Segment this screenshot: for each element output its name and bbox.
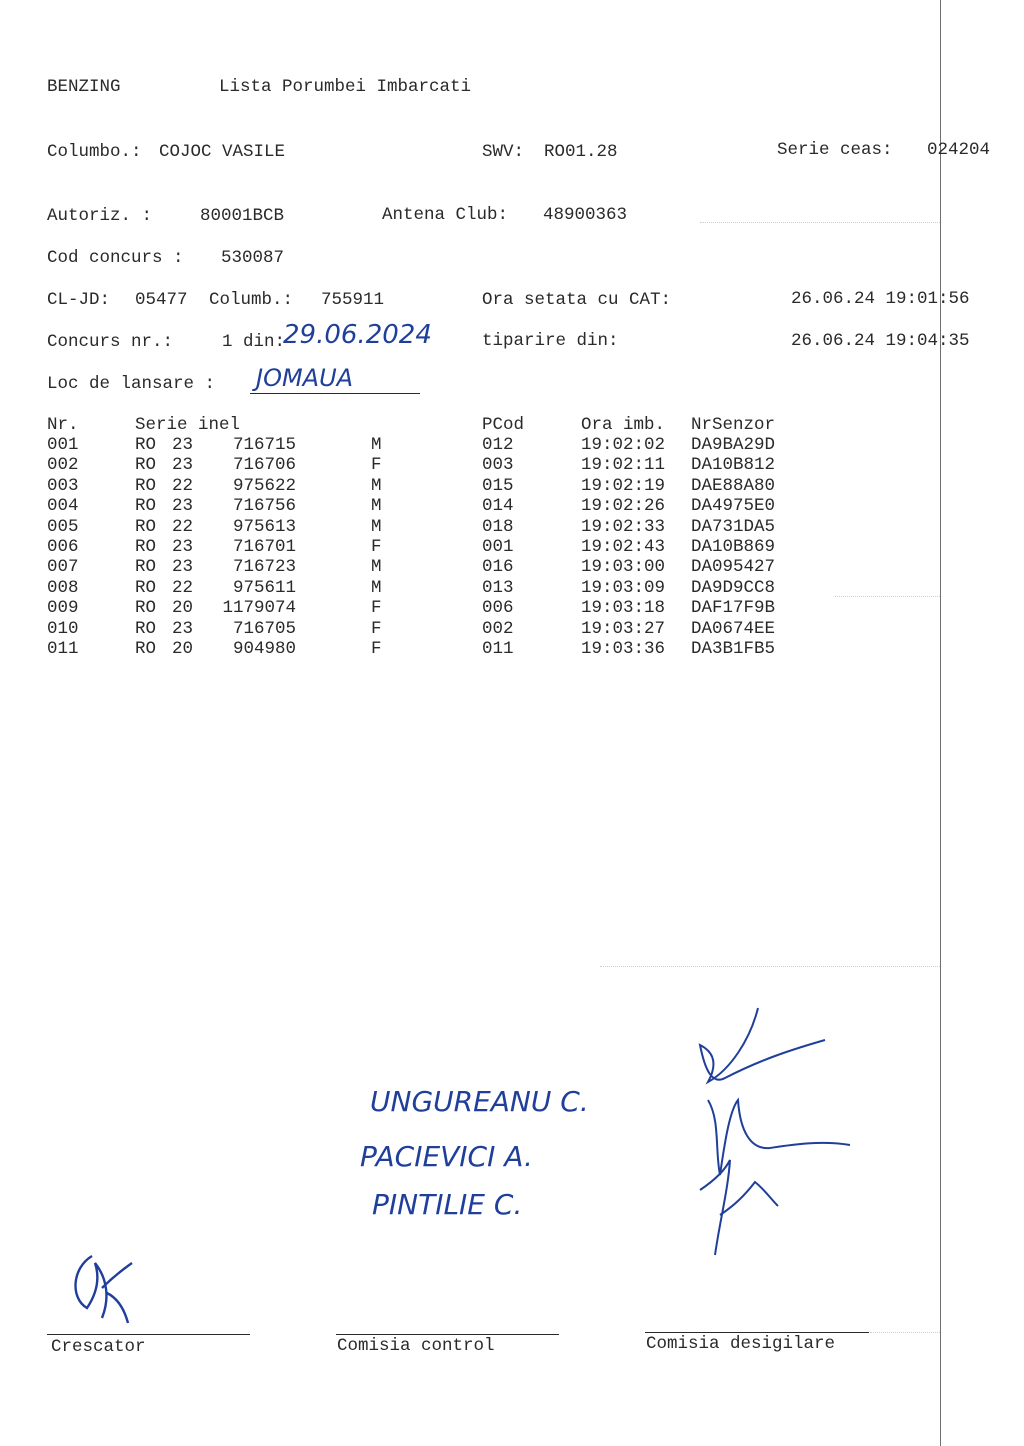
cell-pcod: 003: [482, 455, 514, 475]
cell-nr: 010: [47, 619, 79, 639]
cell-year: 23: [172, 619, 194, 639]
cell-year: 23: [172, 435, 194, 455]
commission-name-3: PINTILIE C.: [372, 1188, 523, 1221]
cell-sex: M: [371, 578, 382, 598]
crescator-signature: [62, 1248, 142, 1328]
concurs-date-handwritten: 29.06.2024: [283, 320, 432, 350]
cell-sensor: DA0674EE: [691, 619, 776, 639]
cljd-value: 05477: [135, 290, 188, 310]
cell-ring: 716756: [232, 496, 296, 516]
cod-concurs-label: Cod concurs :: [47, 248, 184, 268]
page-title: Lista Porumbei Imbarcati: [219, 77, 472, 97]
comisia-desigilare-label: Comisia desigilare: [646, 1334, 836, 1354]
cell-nr: 004: [47, 496, 79, 516]
cell-sensor: DAF17F9B: [691, 598, 776, 618]
serie-ceas-label: Serie ceas:: [777, 140, 893, 160]
cell-country: RO: [135, 557, 157, 577]
table-row: [0, 435, 900, 455]
cell-ring: 975611: [232, 578, 296, 598]
table-row: [0, 455, 900, 475]
cod-concurs-value: 530087: [221, 248, 285, 268]
cell-country: RO: [135, 496, 157, 516]
cell-year: 22: [172, 517, 194, 537]
cell-pcod: 018: [482, 517, 514, 537]
comisia-control-signature-line: [336, 1334, 559, 1335]
autoriz-label: Autoriz. :: [47, 206, 153, 226]
cell-sex: F: [371, 639, 382, 659]
dotted-artifact: [700, 222, 940, 223]
col-senzor-header: NrSenzor: [691, 415, 776, 435]
cell-nr: 005: [47, 517, 79, 537]
brand-name: BENZING: [47, 77, 121, 97]
swv-label: SWV:: [482, 142, 525, 162]
comisia-desigilare-signature-line: [645, 1332, 869, 1333]
cell-year: 20: [172, 639, 194, 659]
cell-pcod: 002: [482, 619, 514, 639]
ora-setata-value: 26.06.24 19:01:56: [791, 289, 970, 309]
cell-nr: 003: [47, 476, 79, 496]
cell-nr: 011: [47, 639, 79, 659]
cell-time: 19:03:27: [581, 619, 666, 639]
cell-sensor: DA095427: [691, 557, 776, 577]
table-row: [0, 598, 900, 618]
cell-sensor: DA10B869: [691, 537, 776, 557]
cljd-label: CL-JD:: [47, 290, 111, 310]
cell-ring: 975622: [232, 476, 296, 496]
commission-signatures: [680, 1000, 860, 1260]
cell-ring: 716715: [232, 435, 296, 455]
cell-ring: 716705: [232, 619, 296, 639]
cell-nr: 002: [47, 455, 79, 475]
col-ora-header: Ora imb.: [581, 415, 666, 435]
cell-sex: M: [371, 476, 382, 496]
cell-year: 23: [172, 455, 194, 475]
cell-nr: 001: [47, 435, 79, 455]
cell-sex: M: [371, 435, 382, 455]
cell-pcod: 014: [482, 496, 514, 516]
cell-ring: 716706: [232, 455, 296, 475]
col-serie-header: Serie inel: [135, 415, 241, 435]
cell-country: RO: [135, 537, 157, 557]
cell-nr: 007: [47, 557, 79, 577]
cell-nr: 009: [47, 598, 79, 618]
cell-year: 22: [172, 578, 194, 598]
commission-name-1: UNGUREANU C.: [370, 1085, 589, 1118]
columb-label: Columb.:: [209, 290, 294, 310]
cell-sensor: DAE88A80: [691, 476, 776, 496]
crescator-signature-line: [47, 1334, 250, 1335]
cell-pcod: 012: [482, 435, 514, 455]
cell-sex: M: [371, 496, 382, 516]
cell-sensor: DA9D9CC8: [691, 578, 776, 598]
cell-ring: 975613: [232, 517, 296, 537]
cell-sensor: DA9BA29D: [691, 435, 776, 455]
cell-sensor: DA731DA5: [691, 517, 776, 537]
cell-pcod: 011: [482, 639, 514, 659]
cell-pcod: 013: [482, 578, 514, 598]
cell-ring: 1179074: [222, 598, 296, 618]
cell-sex: M: [371, 557, 382, 577]
loc-underline: [250, 393, 420, 394]
table-row: [0, 537, 900, 557]
columbo-label: Columbo.:: [47, 142, 142, 162]
swv-value: RO01.28: [544, 142, 618, 162]
cell-country: RO: [135, 455, 157, 475]
antena-value: 48900363: [543, 205, 628, 225]
cell-country: RO: [135, 517, 157, 537]
loc-label: Loc de lansare :: [47, 374, 216, 394]
columbo-value: COJOC VASILE: [159, 142, 286, 162]
cell-time: 19:02:26: [581, 496, 666, 516]
cell-time: 19:03:00: [581, 557, 666, 577]
cell-nr: 008: [47, 578, 79, 598]
table-row: [0, 639, 900, 659]
col-pcod-header: PCod: [482, 415, 525, 435]
cell-country: RO: [135, 598, 157, 618]
table-row: [0, 476, 900, 496]
concurs-value: 1 din:: [222, 332, 286, 352]
cell-time: 19:03:36: [581, 639, 666, 659]
cell-time: 19:03:18: [581, 598, 666, 618]
cell-ring: 716723: [232, 557, 296, 577]
columb-value: 755911: [321, 290, 385, 310]
autoriz-value: 80001BCB: [200, 206, 285, 226]
ora-setata-label: Ora setata cu CAT:: [482, 290, 672, 310]
cell-time: 19:02:19: [581, 476, 666, 496]
table-row: [0, 557, 900, 577]
cell-year: 23: [172, 496, 194, 516]
cell-sensor: DA3B1FB5: [691, 639, 776, 659]
dotted-artifact: [835, 596, 940, 597]
table-row: [0, 517, 900, 537]
cell-sex: F: [371, 537, 382, 557]
col-nr-header: Nr.: [47, 415, 79, 435]
cell-pcod: 016: [482, 557, 514, 577]
cell-time: 19:02:11: [581, 455, 666, 475]
cell-year: 22: [172, 476, 194, 496]
concurs-label: Concurs nr.:: [47, 332, 174, 352]
tiparire-label: tiparire din:: [482, 331, 619, 351]
page-edge-line: [940, 0, 941, 1446]
comisia-control-label: Comisia control: [337, 1336, 495, 1356]
cell-sex: F: [371, 598, 382, 618]
cell-time: 19:02:33: [581, 517, 666, 537]
dotted-artifact: [600, 966, 940, 967]
cell-country: RO: [135, 619, 157, 639]
loc-handwritten: JOMAUA: [256, 364, 354, 392]
cell-sex: F: [371, 619, 382, 639]
crescator-label: Crescator: [51, 1337, 146, 1357]
cell-time: 19:03:09: [581, 578, 666, 598]
cell-pcod: 006: [482, 598, 514, 618]
table-row: [0, 496, 900, 516]
cell-sensor: DA10B812: [691, 455, 776, 475]
cell-ring: 716701: [232, 537, 296, 557]
commission-name-2: PACIEVICI A.: [360, 1140, 533, 1173]
dotted-artifact: [870, 1332, 940, 1333]
cell-sex: M: [371, 517, 382, 537]
cell-time: 19:02:02: [581, 435, 666, 455]
cell-year: 20: [172, 598, 194, 618]
table-row: [0, 578, 900, 598]
tiparire-value: 26.06.24 19:04:35: [791, 331, 970, 351]
cell-sex: F: [371, 455, 382, 475]
cell-year: 23: [172, 537, 194, 557]
cell-year: 23: [172, 557, 194, 577]
cell-pcod: 001: [482, 537, 514, 557]
serie-ceas-value: 024204: [927, 140, 991, 160]
cell-country: RO: [135, 639, 157, 659]
cell-country: RO: [135, 435, 157, 455]
cell-nr: 006: [47, 537, 79, 557]
cell-time: 19:02:43: [581, 537, 666, 557]
table-row: [0, 619, 900, 639]
cell-country: RO: [135, 578, 157, 598]
cell-sensor: DA4975E0: [691, 496, 776, 516]
cell-country: RO: [135, 476, 157, 496]
cell-ring: 904980: [232, 639, 296, 659]
antena-label: Antena Club:: [382, 205, 509, 225]
cell-pcod: 015: [482, 476, 514, 496]
